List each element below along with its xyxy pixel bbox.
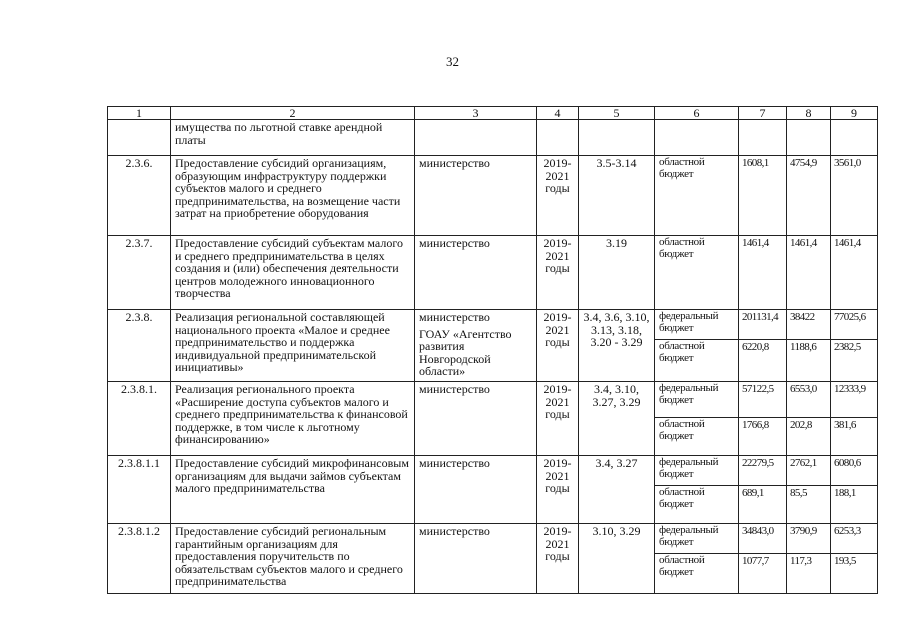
value-col7: 689,1	[739, 486, 787, 524]
budget-source: областной бюджет	[655, 340, 739, 382]
table-body	[108, 107, 878, 594]
row-executor	[415, 310, 537, 382]
row-name: имущества по льготной ставке арендной платы	[171, 120, 415, 156]
executor-line: министерство	[419, 382, 490, 396]
value-col7: 34843,0	[739, 524, 787, 554]
page-number: 32	[446, 54, 459, 69]
value-col9: 381,6	[831, 418, 878, 456]
value-col8: 117,3	[787, 554, 831, 594]
budget-source: федеральный бюджет	[655, 382, 739, 418]
row-period: 2019-2021 годы	[537, 524, 579, 594]
value-col8: 1461,4	[787, 236, 831, 310]
value-col8: 202,8	[787, 418, 831, 456]
row-number: 2.3.8.	[108, 310, 171, 382]
row-period: 2019-2021 годы	[537, 236, 579, 310]
value-col9: 6253,3	[831, 524, 878, 554]
value-col9: 77025,6	[831, 310, 878, 340]
executor-line: министерство	[419, 524, 490, 538]
value-col7: 1461,4	[739, 236, 787, 310]
row-executor	[415, 456, 537, 524]
row-executor	[415, 524, 537, 594]
budget-source: областной бюджет	[655, 156, 739, 236]
value-col7: 1608,1	[739, 156, 787, 236]
row-executor	[415, 382, 537, 456]
row-name: Реализация региональной составляющей национального проекта «Малое и среднее предпринимательство и поддержка индивидуальной предпринимательской инициативы»	[171, 310, 415, 382]
row-period: 2019-2021 годы	[537, 456, 579, 524]
header-cell: 3	[415, 107, 537, 120]
row-indicators: 3.5-3.14	[579, 156, 655, 236]
row-name: Предоставление субсидий региональным гарантийным организациям для предоставления поручительств по обязательствам субъектов малого и среднего предпринимательства	[171, 524, 415, 594]
value-col7: 6220,8	[739, 340, 787, 382]
table-row	[108, 524, 878, 554]
value-col7: 201131,4	[739, 310, 787, 340]
row-indicators: 3.4, 3.27	[579, 456, 655, 524]
executor-line: министерство	[419, 236, 490, 250]
row-number: 2.3.8.1.2	[108, 524, 171, 594]
value-col8: 4754,9	[787, 156, 831, 236]
table-row	[108, 456, 878, 486]
row-name: Реализация регионального проекта «Расширение доступа субъектов малого и среднего предпринимательства к финансовой поддержке, в том числе к льготному финансированию»	[171, 382, 415, 456]
header-cell: 8	[787, 107, 831, 120]
row-name: Предоставление субсидий микрофинансовым организациям для выдачи займов субъектам малого предпринимательства	[171, 456, 415, 524]
row-indicators	[579, 120, 655, 156]
activities-table	[107, 106, 878, 594]
value-col8: 38422	[787, 310, 831, 340]
value-col9: 2382,5	[831, 340, 878, 382]
value-col9: 12333,9	[831, 382, 878, 418]
row-number	[108, 120, 171, 156]
row-number: 2.3.8.1.	[108, 382, 171, 456]
value-col9: 6080,6	[831, 456, 878, 486]
executor-line-secondary: ГОАУ «Агентство развития Новгородской области»	[419, 326, 512, 378]
row-number: 2.3.6.	[108, 156, 171, 236]
value-col7: 1766,8	[739, 418, 787, 456]
value-col7: 57122,5	[739, 382, 787, 418]
value-col7	[739, 120, 787, 156]
value-col8: 85,5	[787, 486, 831, 524]
value-col8: 6553,0	[787, 382, 831, 418]
value-col8: 2762,1	[787, 456, 831, 486]
budget-source: областной бюджет	[655, 418, 739, 456]
header-cell: 4	[537, 107, 579, 120]
budget-source: областной бюджет	[655, 486, 739, 524]
value-col9	[831, 120, 878, 156]
header-cell: 9	[831, 107, 878, 120]
row-period	[537, 120, 579, 156]
budget-source: федеральный бюджет	[655, 310, 739, 340]
value-col7: 1077,7	[739, 554, 787, 594]
executor-line: министерство	[419, 456, 490, 470]
budget-source: федеральный бюджет	[655, 456, 739, 486]
budget-source: областной бюджет	[655, 554, 739, 594]
row-executor	[415, 120, 537, 156]
table-row	[108, 310, 878, 340]
header-cell: 5	[579, 107, 655, 120]
value-col9: 3561,0	[831, 156, 878, 236]
header-cell: 2	[171, 107, 415, 120]
header-row	[108, 107, 878, 120]
value-col9: 193,5	[831, 554, 878, 594]
row-period: 2019-2021 годы	[537, 310, 579, 382]
row-period: 2019-2021 годы	[537, 382, 579, 456]
header-cell: 1	[108, 107, 171, 120]
value-col8	[787, 120, 831, 156]
row-period: 2019-2021 годы	[537, 156, 579, 236]
row-indicators: 3.10, 3.29	[579, 524, 655, 594]
row-number: 2.3.8.1.1	[108, 456, 171, 524]
row-indicators: 3.4, 3.6, 3.10, 3.13, 3.18, 3.20 - 3.29	[579, 310, 655, 382]
row-indicators: 3.4, 3.10, 3.27, 3.29	[579, 382, 655, 456]
row-indicators: 3.19	[579, 236, 655, 310]
header-cell: 6	[655, 107, 739, 120]
value-col7: 22279,5	[739, 456, 787, 486]
row-name: Предоставление субсидий субъектам малого и среднего предпринимательства в целях создания и (или) обеспечения деятельности центров молодежного инновационного творчества	[171, 236, 415, 310]
executor-line: министерство	[419, 310, 490, 324]
value-col9: 188,1	[831, 486, 878, 524]
value-col8: 1188,6	[787, 340, 831, 382]
table-row	[108, 382, 878, 418]
row-number: 2.3.7.	[108, 236, 171, 310]
executor-line: министерство	[419, 156, 490, 170]
value-col8: 3790,9	[787, 524, 831, 554]
row-name: Предоставление субсидий организациям, образующим инфраструктуру поддержки субъектов малого и среднего предпринимательства, на возмещение части затрат на приобретение оборудования	[171, 156, 415, 236]
table-row	[108, 156, 878, 236]
budget-source	[655, 120, 739, 156]
table-row	[108, 236, 878, 310]
table-row	[108, 120, 878, 156]
budget-source: областной бюджет	[655, 236, 739, 310]
header-cell: 7	[739, 107, 787, 120]
value-col9: 1461,4	[831, 236, 878, 310]
row-executor	[415, 236, 537, 310]
budget-source: федеральный бюджет	[655, 524, 739, 554]
row-executor	[415, 156, 537, 236]
